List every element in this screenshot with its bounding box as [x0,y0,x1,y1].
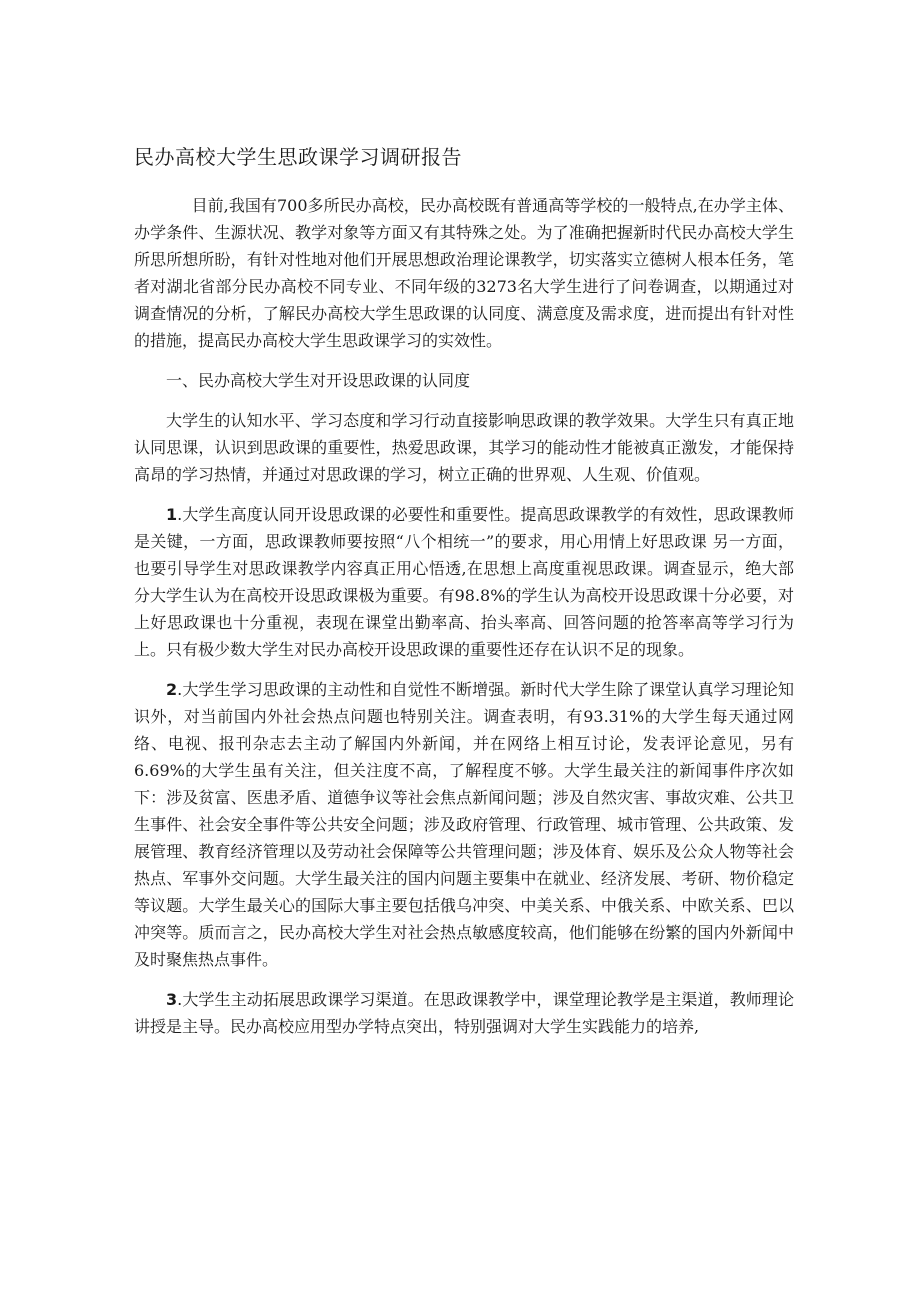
document-title: 民办高校大学生思政课学习调研报告 [134,145,462,169]
section-paragraph: 大学生的认知水平、学习态度和学习行动直接影响思政课的教学效果。大学生只有真正地认同思课，认识到思政课的重要性，热爱思政课，其学习的能动性才能被真正激发，才能保持高昂的学习热情，并通过对思政课的学习，树立正确的世界观、人生观、价值观。 [134,411,794,484]
document-body [134,192,794,1053]
list-item-1 [134,501,794,663]
item-number: 1 [166,505,178,524]
item-text: .大学生主动拓展思政课学习渠道。在思政课教学中，课堂理论教学是主渠道，教师理论讲授是主导。民办高校应用型办学特点突出，特别强调对大学生实践能力的培养, [134,990,794,1036]
list-item-2 [134,676,794,973]
item-number: 2 [166,680,178,699]
item-text: .大学生学习思政课的主动性和自觉性不断增强。新时代大学生除了课堂认真学习理论知识外，对当前国内外社会热点问题也特别关注。调查表明，有93.31%的大学生每天通过网络、电视、报刊杂志去主动了解国内外新闻，并在网络上相互讨论，发表评论意见，另有6.69%的大学生虽有关注，但关注度不高，了解程度不够。大学生最关注的新闻事件序次如下：涉及贫富、医患矛盾、道德争议等社会焦点新闻问题；涉及自然灾害、事故灾难、公共卫生事件、社会安全事件等公共安全问题；涉及政府管理、行政管理、城市管理、公共政策、发展管理、教育经济管理以及劳动社会保障等公共管理问题；涉及体育、娱乐及公众人物等社会热点、军事外交问题。大学生最关注的国内问题主要集中在就业、经济发展、考研、物价稳定等议题。大学生最关心的国际大事主要包括俄乌冲突、中美关系、中俄关系、中欧关系、巴以冲突等。质而言之，民办高校大学生对社会热点敏感度较高，他们能够在纷繁的国内外新闻中及时聚焦热点事件。 [134,680,794,969]
item-number: 3 [166,990,178,1009]
section-heading: 一、民办高校大学生对开设思政课的认同度 [166,371,471,390]
item-text: .大学生高度认同开设思政课的必要性和重要性。提高思政课教学的有效性，思政课教师是关键，一方面，思政课教师要按照“八个相统一”的要求，用心用情上好思政课 另一方面，也要引导学生对思政课教学内容真正用心悟透,在思想上高度重视思政课。调查显示，绝大部分大学生认为在高校开设思政课极为重要。有98.8%的学生认为高校开设思政课十分必要，对上好思政课也十分重视，表现在课堂出勤率高、抬头率高、回答问题的抢答率高等学习行为上。只有极少数大学生对民办高校开设思政课的重要性还存在认识不足的现象。 [134,505,794,659]
list-item-3 [134,986,794,1040]
intro-paragraph: 目前,我国有700多所民办高校，民办高校既有普通高等学校的一般特点,在办学主体、办学条件、生源状况、教学对象等方面又有其特殊之处。为了准确把握新时代民办高校大学生所思所想所盼，有针对性地对他们开展思想政治理论课教学，切实落实立德树人根本任务，笔者对湖北省部分民办高校不同专业、不同年级的3273名大学生进行了问卷调查，以期通过对调查情况的分析，了解民办高校大学生思政课的认同度、满意度及需求度，进而提出有针对性的措施，提高民办高校大学生思政课学习的实效性。 [134,196,794,350]
